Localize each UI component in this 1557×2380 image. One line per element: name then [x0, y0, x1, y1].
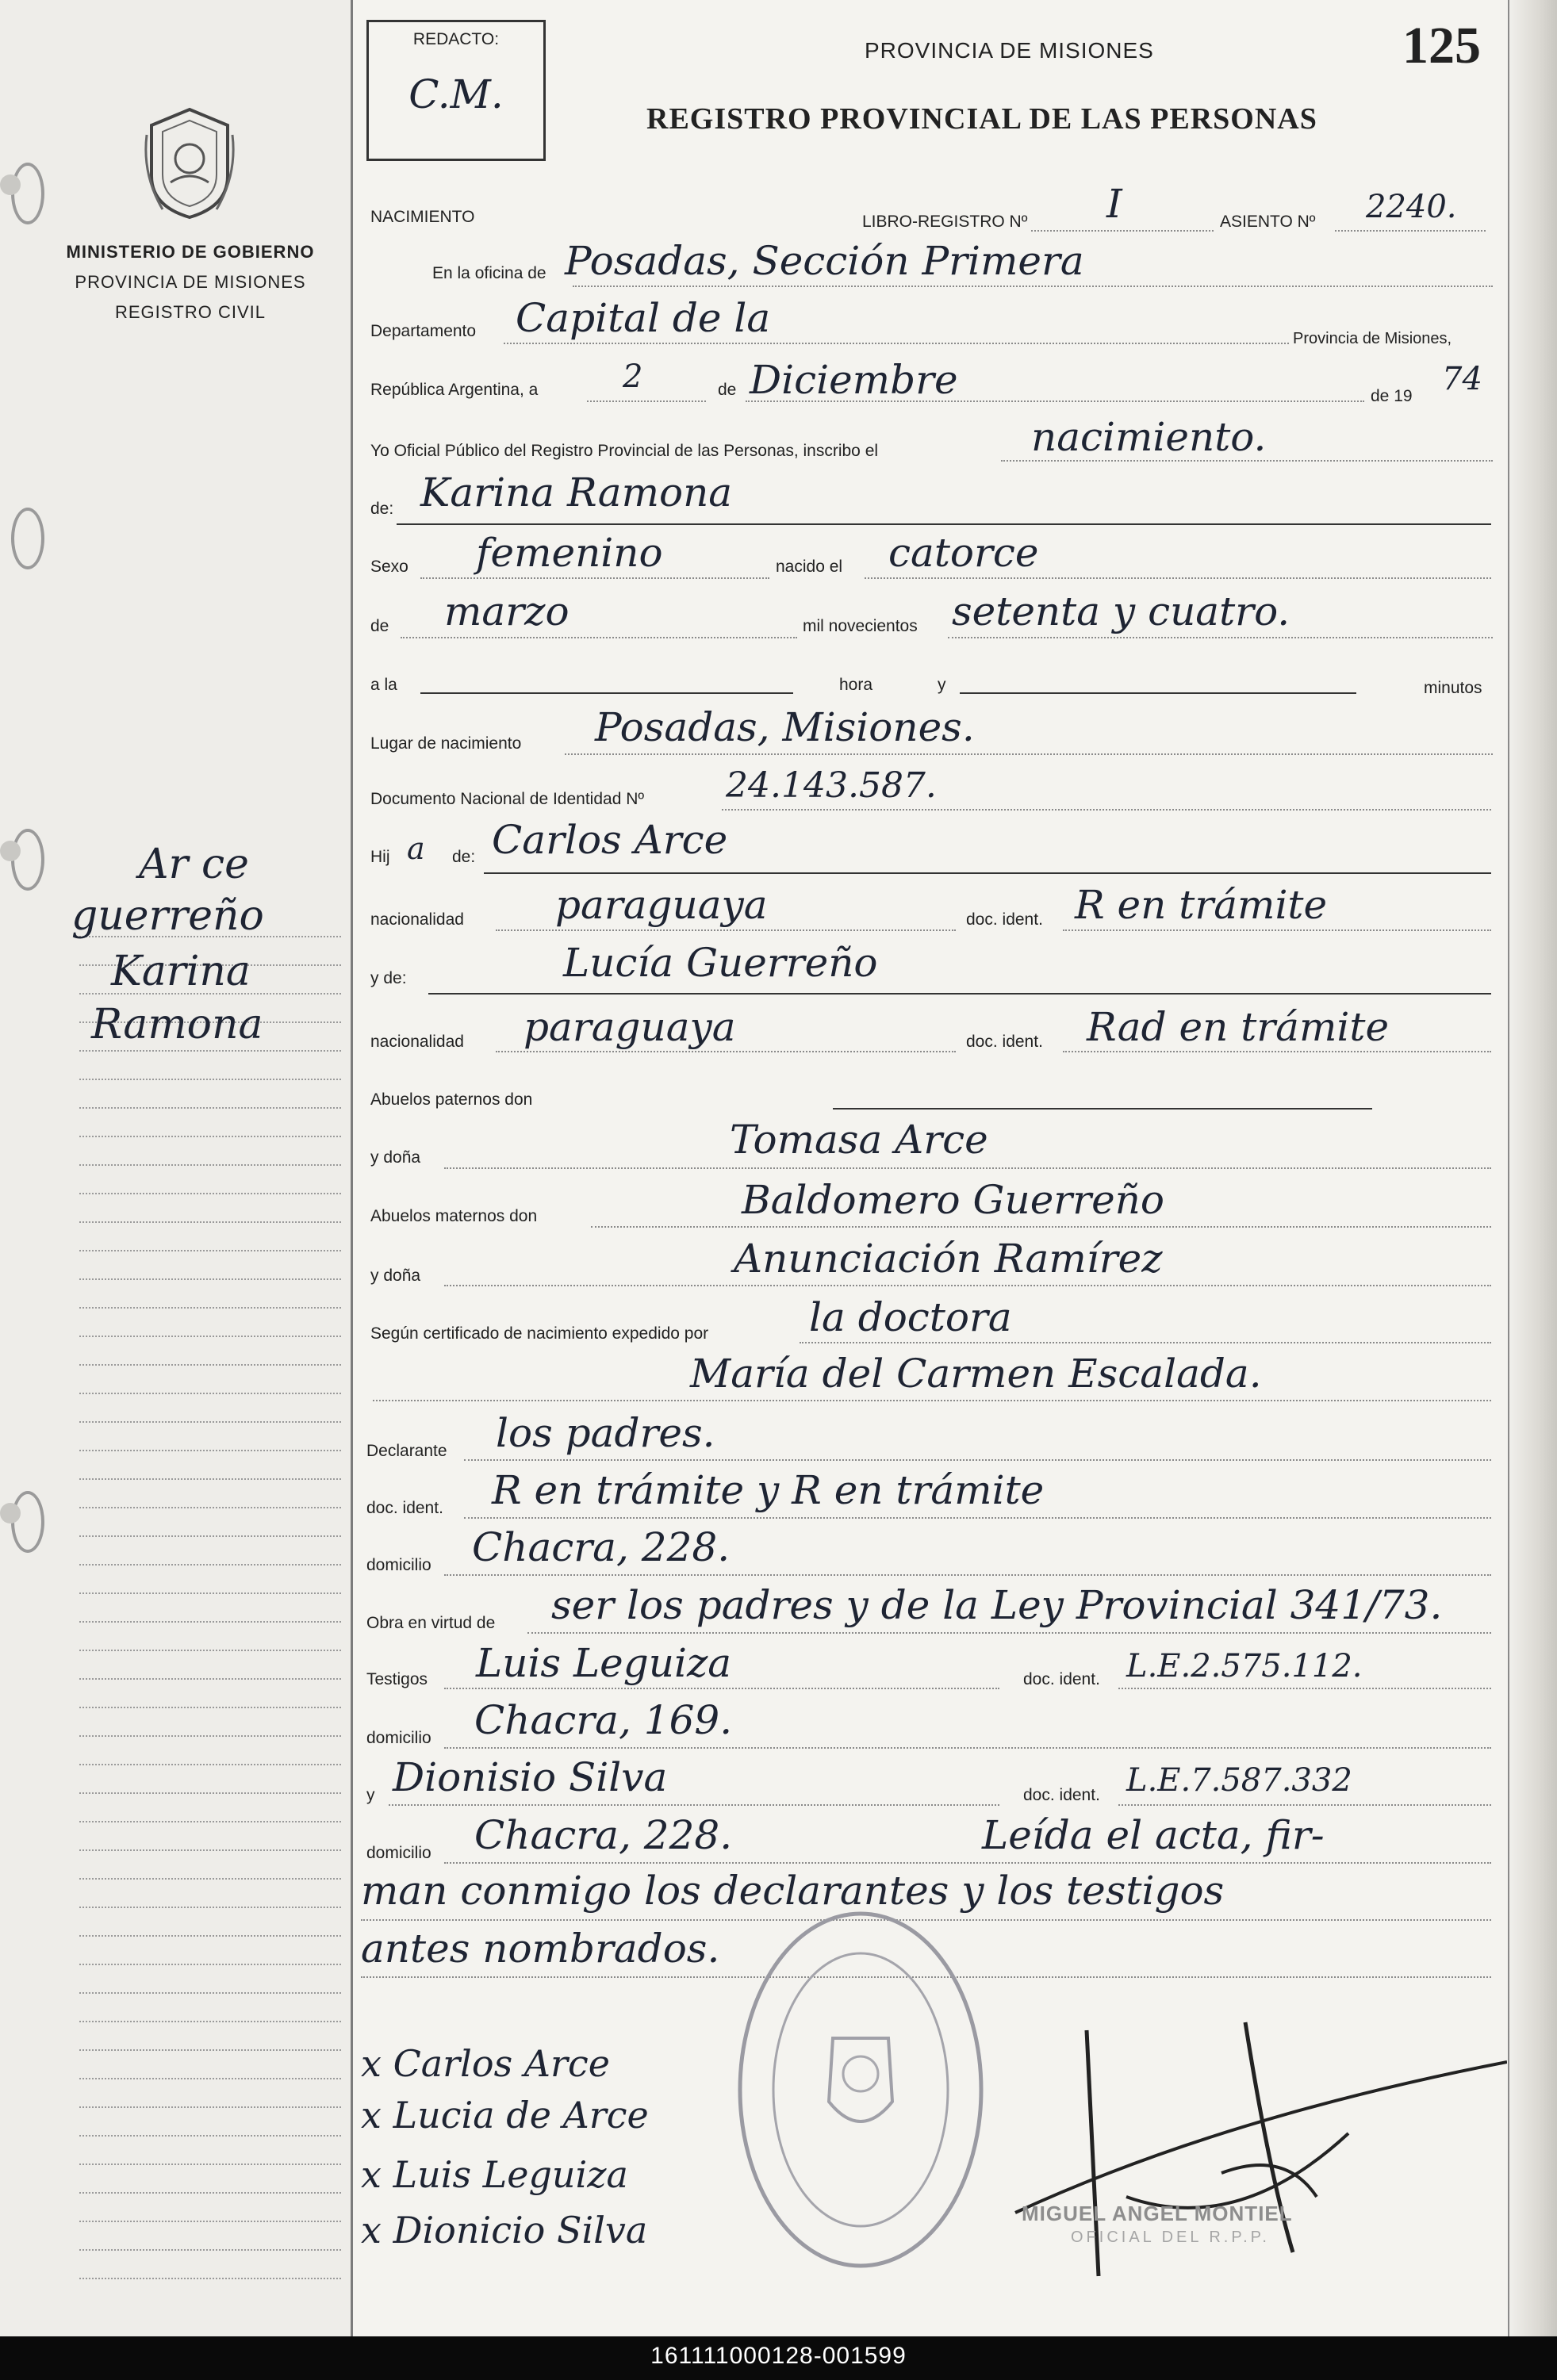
- certificate-label: Según certificado de nacimiento expedido por: [370, 1324, 709, 1343]
- margin-ruled-line: [79, 1136, 341, 1137]
- fill-line: [1063, 929, 1491, 931]
- dni-label: Documento Nacional de Identidad Nº: [370, 790, 645, 808]
- witness2-domicilio-label: domicilio: [366, 1844, 431, 1862]
- mother-label: y de:: [370, 969, 407, 987]
- margin-ruled-line: [79, 1193, 341, 1194]
- redacto-box: [366, 20, 546, 161]
- ministry-province: PROVINCIA DE MISIONES: [75, 272, 306, 292]
- y-label: y: [938, 676, 946, 694]
- leida-value: Leída el acta, fir-: [982, 1812, 1325, 1858]
- maternal-grandfather-value: Baldomero Guerreño: [742, 1177, 1164, 1223]
- redacto-label: REDACTO:: [412, 30, 500, 48]
- fill-line: [373, 1400, 1491, 1401]
- republica-label: República Argentina, a: [370, 381, 539, 399]
- fill-line: [573, 286, 1493, 287]
- domicilio-value: Chacra, 228.: [472, 1524, 731, 1570]
- margin-ruled-line: [79, 1250, 341, 1251]
- margin-ruled-line: [79, 1849, 341, 1851]
- fill-line: [527, 1632, 1491, 1634]
- margin-ruled-line: [79, 1650, 341, 1651]
- margin-ruled-line: [79, 1478, 341, 1480]
- sexo-value: femenino: [476, 530, 663, 576]
- dni-value: 24.143.587.: [726, 765, 937, 806]
- margin-ruled-line: [79, 2135, 341, 2137]
- witness2-doc-label: doc. ident.: [1023, 1786, 1100, 1804]
- margin-ruled-line: [79, 1278, 341, 1280]
- margin-ruled-line: [79, 2106, 341, 2108]
- fill-line: [464, 1459, 1491, 1461]
- left-margin-column: [0, 0, 353, 2336]
- birth-month-value: marzo: [444, 588, 569, 634]
- day-value: 2: [623, 358, 643, 395]
- testigos-label: Testigos: [366, 1670, 428, 1688]
- margin-ruled-line: [79, 1621, 341, 1623]
- fill-line: [420, 577, 769, 579]
- hij-label: Hij: [370, 848, 390, 866]
- de-month-label: de: [370, 617, 389, 635]
- witness2-name-value: Dionisio Silva: [393, 1754, 668, 1800]
- officer-name: MIGUEL ANGEL MONTIEL: [1022, 2202, 1293, 2225]
- fill-line: [444, 1167, 1491, 1169]
- child-name-value: Karina Ramona: [420, 469, 733, 515]
- mother-rule: [428, 993, 1491, 995]
- fill-line: [504, 343, 1289, 344]
- margin-ruled-line: [79, 1935, 341, 1937]
- ministry-registry: REGISTRO CIVIL: [114, 302, 267, 322]
- mother-nationality-value: paraguaya: [523, 1004, 736, 1050]
- nacido-label: nacido el: [776, 558, 843, 576]
- fill-line: [444, 1574, 1491, 1576]
- closing-line-2: antes nombrados.: [361, 1926, 720, 1972]
- margin-note-line: Karina: [111, 948, 251, 995]
- fill-line: [1335, 230, 1486, 232]
- mother-nationality-label: nacionalidad: [370, 1033, 464, 1051]
- hora-label: hora: [839, 676, 873, 694]
- nacimiento-label: NACIMIENTO: [370, 208, 475, 226]
- declarante-doc-value: R en trámite y R en trámite: [492, 1467, 1045, 1513]
- certificate-value: la doctora: [809, 1294, 1012, 1340]
- fill-line: [444, 1688, 999, 1689]
- page-number: 125: [1402, 17, 1481, 75]
- witness1-doc-value: L.E.2.575.112.: [1126, 1648, 1363, 1684]
- binder-ring: [11, 508, 44, 569]
- redacto-initials: C.M.: [408, 71, 504, 117]
- year-value: 74: [1442, 361, 1482, 397]
- margin-ruled-line: [79, 2192, 341, 2194]
- ministry-line: MINISTERIO DE GOBIERNO: [66, 242, 315, 262]
- margin-ruled-line: [79, 1907, 341, 1908]
- maternal-grandmother-label: y doña: [370, 1267, 421, 1285]
- month-value: Diciembre: [750, 357, 958, 403]
- fill-line: [722, 809, 1491, 811]
- margin-ruled-line: [79, 2049, 341, 2051]
- margin-ruled-line: [79, 1707, 341, 1708]
- binder-ring: [11, 829, 44, 891]
- obra-label: Obra en virtud de: [366, 1614, 496, 1632]
- margin-note-line: guerreño: [71, 892, 264, 940]
- inscribo-value: nacimiento.: [1031, 414, 1267, 460]
- margin-ruled-line: [79, 1821, 341, 1822]
- margin-ruled-line: [79, 2249, 341, 2251]
- father-rule: [484, 872, 1491, 874]
- margin-ruled-line: [79, 1050, 341, 1052]
- margin-ruled-line: [79, 1307, 341, 1309]
- paternal-grandmother-label: y doña: [370, 1148, 421, 1167]
- minutos-label: minutos: [1424, 679, 1482, 697]
- mil-label: mil novecientos: [803, 617, 918, 635]
- image-id-label: 161111000128-001599: [650, 2343, 907, 2369]
- margin-ruled-line: [79, 1964, 341, 1965]
- binder-ring: [11, 163, 44, 224]
- asiento-label: ASIENTO Nº: [1220, 213, 1316, 231]
- margin-ruled-line: [79, 1792, 341, 1794]
- witness2-y-label: y: [366, 1786, 375, 1804]
- birth-year-value: setenta y cuatro.: [952, 588, 1290, 634]
- paternal-grandmother-value: Tomasa Arce: [730, 1117, 988, 1163]
- registry-heading: REGISTRO PROVINCIAL DE LAS PERSONAS: [646, 102, 1317, 136]
- margin-ruled-line: [79, 2163, 341, 2165]
- signature-lucia: x Lucia de Arce: [361, 2094, 649, 2137]
- margin-ruled-line: [79, 1564, 341, 1566]
- margin-ruled-line: [79, 1364, 341, 1366]
- margin-ruled-line: [79, 2021, 341, 2022]
- hij-de-label: de:: [452, 848, 476, 866]
- oficina-value: Posadas, Sección Primera: [565, 238, 1084, 284]
- lugar-value: Posadas, Misiones.: [595, 704, 975, 750]
- binder-ring: [11, 1491, 44, 1553]
- witness2-domicilio-value: Chacra, 228.: [474, 1812, 733, 1858]
- fill-line: [1001, 460, 1493, 462]
- father-doc-label: doc. ident.: [966, 910, 1043, 929]
- margin-ruled-line: [79, 1450, 341, 1451]
- libro-label: LIBRO-REGISTRO Nº: [862, 213, 1028, 231]
- fill-line: [444, 1862, 1491, 1864]
- margin-ruled-line: [79, 1507, 341, 1508]
- margin-ruled-line: [79, 1992, 341, 1994]
- mother-doc-value: Rad en trámite: [1087, 1004, 1390, 1050]
- margin-note-line: Ramona: [91, 1001, 263, 1048]
- father-nationality-value: paraguaya: [555, 882, 768, 928]
- fill-line: [389, 1804, 999, 1806]
- margin-ruled-line: [79, 2078, 341, 2079]
- margin-ruled-line: [79, 1164, 341, 1166]
- margin-ruled-line: [79, 1878, 341, 1880]
- margin-note-line: Ar ce: [139, 841, 249, 888]
- mother-doc-label: doc. ident.: [966, 1033, 1043, 1051]
- departamento-label: Departamento: [370, 322, 477, 340]
- witness1-name-value: Luis Leguiza: [476, 1640, 732, 1686]
- father-doc-value: R en trámite: [1075, 882, 1328, 928]
- de-label: de: [718, 381, 737, 399]
- fill-line: [496, 929, 956, 931]
- libro-value: I: [1106, 181, 1122, 227]
- declarante-doc-label: doc. ident.: [366, 1499, 443, 1517]
- sexo-label: Sexo: [370, 558, 408, 576]
- fill-line: [401, 637, 797, 638]
- margin-ruled-line: [79, 1535, 341, 1537]
- punch-hole: [0, 841, 21, 861]
- minute-rule: [960, 692, 1356, 694]
- province-heading: PROVINCIA DE MISIONES: [865, 38, 1154, 63]
- margin-ruled-line: [79, 1735, 341, 1737]
- maternal-grandfather-label: Abuelos maternos don: [370, 1207, 538, 1225]
- maternal-grandmother-value: Anunciación Ramírez: [734, 1236, 1163, 1282]
- fill-line: [591, 1226, 1491, 1228]
- fill-line: [1031, 230, 1214, 232]
- fill-line: [1118, 1688, 1491, 1689]
- obra-value: ser los padres y de la Ley Provincial 341/73.: [551, 1582, 1443, 1628]
- lugar-label: Lugar de nacimiento: [370, 734, 522, 753]
- declarante-label: Declarante: [366, 1442, 447, 1460]
- oficina-label: En la oficina de: [432, 264, 546, 282]
- punch-hole: [0, 174, 21, 195]
- certificate-doctor-value: María del Carmen Escalada.: [690, 1351, 1262, 1397]
- fill-line: [444, 1747, 1491, 1749]
- hour-rule: [420, 692, 793, 694]
- fill-line: [464, 1517, 1491, 1519]
- provincia-label: Provincia de Misiones,: [1293, 330, 1452, 347]
- signature-dionisio: x Dionicio Silva: [361, 2209, 648, 2252]
- hij-suffix: a: [407, 831, 425, 866]
- fill-line: [865, 577, 1491, 579]
- margin-ruled-line: [79, 2221, 341, 2222]
- margin-ruled-line: [79, 1764, 341, 1765]
- departamento-value: Capital de la: [516, 295, 771, 341]
- nacido-value: catorce: [888, 530, 1039, 576]
- official-stamp-icon: [730, 1903, 991, 2276]
- a-la-label: a la: [370, 676, 397, 694]
- fill-line: [1063, 1051, 1491, 1052]
- officer-title: OFICIAL DEL R.P.P.: [1071, 2229, 1270, 2246]
- fill-line: [800, 1342, 1491, 1343]
- signature-carlos: x Carlos Arce: [361, 2042, 611, 2085]
- margin-ruled-line: [79, 2278, 341, 2279]
- de-name-label: de:: [370, 500, 394, 518]
- margin-ruled-line: [79, 1079, 341, 1080]
- margin-ruled-line: [79, 1393, 341, 1394]
- witness1-domicilio-value: Chacra, 169.: [474, 1697, 733, 1743]
- margin-ruled-line: [79, 1336, 341, 1337]
- margin-ruled-line: [79, 1221, 341, 1223]
- witness2-doc-value: L.E.7.587.332: [1126, 1762, 1352, 1799]
- margin-ruled-line: [79, 1592, 341, 1594]
- signature-luis: x Luis Leguiza: [361, 2153, 628, 2196]
- fill-line: [496, 1051, 956, 1052]
- ministry-heading: [48, 242, 333, 323]
- margin-ruled-line: [79, 1421, 341, 1423]
- margin-ruled-line: [79, 1678, 341, 1680]
- inscribo-label: Yo Oficial Público del Registro Provincial de las Personas, inscribo el: [370, 442, 879, 460]
- fill-line: [444, 1285, 1491, 1286]
- witness1-domicilio-label: domicilio: [366, 1729, 431, 1747]
- father-name-value: Carlos Arce: [492, 817, 728, 863]
- witness1-doc-label: doc. ident.: [1023, 1670, 1100, 1688]
- fill-line: [565, 753, 1493, 755]
- book-edge: [1508, 0, 1557, 2336]
- paternal-grandfather-label: Abuelos paternos don: [370, 1090, 533, 1109]
- fill-line: [1118, 1804, 1491, 1806]
- closing-line-1: man conmigo los declarantes y los testigos: [361, 1868, 1225, 1914]
- punch-hole: [0, 1503, 21, 1523]
- fill-line: [948, 637, 1493, 638]
- de19-label: de 19: [1371, 387, 1413, 405]
- fill-line: [587, 400, 706, 402]
- grandfather-rule: [833, 1108, 1372, 1110]
- margin-ruled-line: [79, 1107, 341, 1109]
- asiento-value: 2240.: [1366, 189, 1457, 225]
- mother-name-value: Lucía Guerreño: [563, 940, 878, 986]
- declarante-value: los padres.: [496, 1410, 715, 1456]
- father-nationality-label: nacionalidad: [370, 910, 464, 929]
- name-rule: [397, 523, 1491, 525]
- provincial-seal-icon: [139, 103, 240, 222]
- domicilio-label: domicilio: [366, 1556, 431, 1574]
